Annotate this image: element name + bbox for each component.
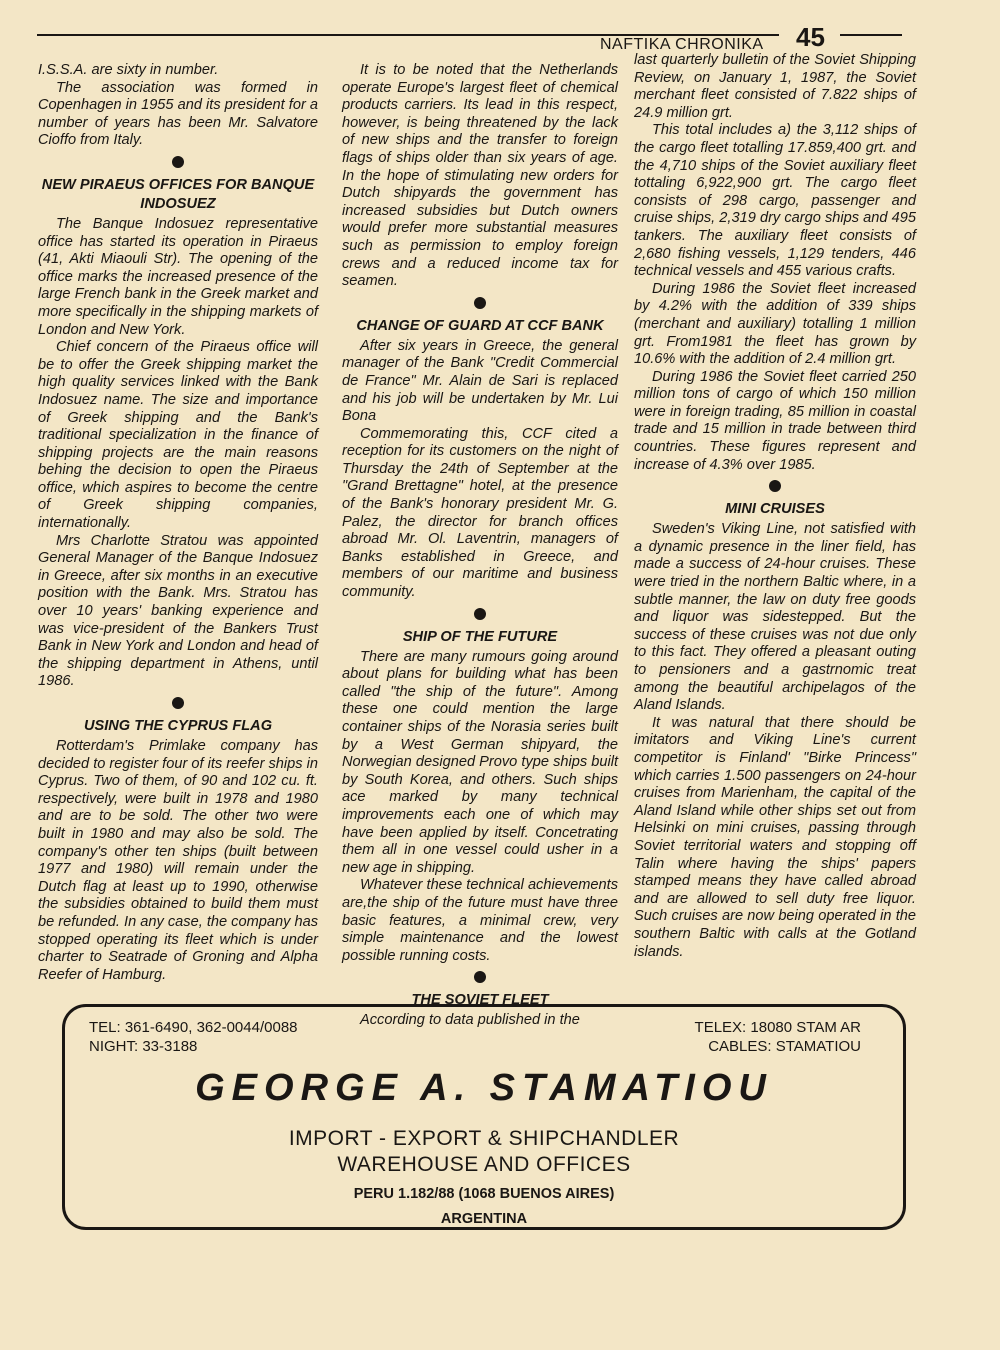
bullet-divider-icon [474, 297, 486, 309]
paragraph: Rotterdam's Primlake company has decided to register four of its reefer ships in Cyprus. Two of them, of 90 and 102 cu. ft. respectively, were built in 1978 and 1980 and are to be sold. The other two were built in 1980 and may also be sold. The company's other ten ships (built between 1977 and 1980) will remain under the Dutch flag at least up to 1990, otherwise the subsidies obtained to build them must be refunded. In any case, the company has stopped operating its fleet which is under charter to Seatrade of Groning and Alpha Reefer of Hamburg. [38, 738, 318, 983]
article-heading: SHIP OF THE FUTURE [402, 628, 558, 645]
paragraph: It was natural that there should be imitators and Viking Line's current competitor is Finland' "Birke Princess" which carries 1.500 passengers on 24-hour cruises from Marienham, the capital of the Aland Island while other ships set out from Helsinki on mini cruises, passing through Soviet territorial waters and stopping off Talin where having the ships' papers stamped means they have called abroad and are allowed to sell duty free liquor. Such cruises are now being operated in the southern Baltic with calls at the Gotland islands. [634, 714, 916, 960]
paragraph: This total includes a) the 3,112 ships of the cargo fleet totalling 17.859,400 grt. and the 4,710 ships of the Soviet auxiliary fleet tottaling 6,922,900 grt. The cargo fleet consists of 298 cargo, passenger and cruise ships, 2,319 dry cargo ships and 495 tankers. The auxiliary fleet consists of 2,680 fishing vessels, 1,129 tenders, 446 technical vessels and 455 various crafts. [634, 122, 916, 280]
article-heading: NEW PIRAEUS OFFICES FOR BANQUE INDOSUEZ [41, 176, 315, 212]
header-rule-right [840, 34, 902, 36]
paragraph: The Banque Indosuez representative office has started its operation in Piraeus (41, Akti Miaouli Str). The opening of the office marks the increased presence of the large French bank in the Greek market and more specifically in the shipping markets of London and New York. [38, 215, 318, 338]
ad-phone-block [89, 1018, 298, 1056]
publication-title: NAFTIKA CHRONIKA [600, 36, 764, 53]
bullet-divider-icon [474, 608, 486, 620]
paragraph: It is to be noted that the Netherlands operate Europe's largest fleet of chemical products carriers. Its lead in this respect, however, is being threatened by the lack of new ships and the transfer to foreign flags of ships older than six years of age. In the hope of stimulating new orders for Dutch shipyards the government has increased subsidies but Dutch owners would prefer more substantial measures such as permission to employ foreign crews and a reduced income tax for seamen. [342, 62, 618, 290]
article-heading: THE SOVIET FLEET [411, 992, 549, 1009]
article-heading: CHANGE OF GUARD AT CCF BANK [356, 317, 604, 334]
paragraph: Sweden's Viking Line, not satisfied with a dynamic presence in the liner field, has made a success of 24-hour cruises. These were tried in the northern Baltic where, in a subtle manner, the law on duty free goods and liquor was sidestepped. But the success of these cruises was not due only to this fact. They offered a pleasant outing to pensioners and a gastrnomic treat among the beautiful archipelagos of the Aland Islands. [634, 521, 916, 714]
paragraph: Chief concern of the Piraeus office will be to offer the Greek shipping market the high quality services linked with the Bank Indosuez name. The size and importance of Greek shipping and the Bank's traditional specialization in the finance of shipping projects are the main reasons behing the decision to open the Piraeus office, which aspires to become the centre of Greek shipping companies, internationally. [38, 339, 318, 532]
ad-tel: TEL: 361-6490, 362-0044/0088 [89, 1019, 298, 1036]
ad-cables: CABLES: STAMATIOU [708, 1038, 861, 1055]
ad-country: ARGENTINA [440, 1211, 528, 1227]
column-right [634, 52, 916, 961]
column-left [38, 62, 318, 984]
paragraph: During 1986 the Soviet fleet carried 250 million tons of cargo of which 150 million were in foreign trading, 85 million in coastal trade and 15 million in trade between third countries. These figures represent and increase of 4.3% over 1985. [634, 368, 916, 473]
bullet-divider-icon [769, 480, 781, 492]
ad-warehouse: WAREHOUSE AND OFFICES [337, 1153, 631, 1176]
paragraph: I.S.S.A. are sixty in number. [38, 62, 219, 78]
paragraph: The association was formed in Copenhagen in 1955 and its president for a number of years has been Mr. Salvatore Cioffo from Italy. [38, 79, 318, 149]
ad-telex: TELEX: 18080 STAM AR [694, 1019, 861, 1036]
ad-company-name: GEORGE A. STAMATIOU [195, 1067, 773, 1109]
article-heading: USING THE CYPRUS FLAG [83, 718, 273, 734]
ad-night: NIGHT: 33-3188 [89, 1038, 198, 1055]
bullet-divider-icon [172, 697, 184, 709]
ad-telex-block [695, 1018, 861, 1056]
advertisement-box [62, 1004, 906, 1230]
column-middle [342, 62, 618, 1030]
paragraph: last quarterly bulletin of the Soviet Shipping Review, on January 1, 1987, the Soviet merchant fleet consisted of 7.822 ships of 24.9 million grt. [634, 52, 916, 121]
paragraph: After six years in Greece, the general manager of the Bank "Credit Commercial de France" Mr. Alain de Sari is replaced and his job will be undertaken by Mr. Lui Bona [342, 337, 618, 425]
ad-services: IMPORT - EXPORT & SHIPCHANDLER [288, 1127, 680, 1150]
paragraph: Mrs Charlotte Stratou was appointed General Manager of the Banque Indosuez in Greece, after six months in an executive position with the Bank. Mrs. Stratou has over 10 years' banking experience and was vice-president of the Bankers Trust Bank in New York and London and head of the shipping department in Athens, until 1986. [38, 532, 318, 690]
paragraph: According to data published in the [360, 1012, 580, 1029]
paragraph: Whatever these technical achievements are,the ship of the future must have three basic features, a minimal crew, very simple maintenance and the lowest possible running costs. [342, 877, 618, 964]
article-heading: MINI CRUISES [725, 501, 825, 518]
bullet-divider-icon [474, 971, 486, 983]
ad-address: PERU 1.182/88 (1068 BUENOS AIRES) [353, 1186, 615, 1202]
paragraph: During 1986 the Soviet fleet increased by 4.2% with the addition of 339 ships (merchant and auxiliary) totalling 1 million grt. From1981 the fleet has grown by 10.6% with the addition of 2.4 million grt. [634, 280, 916, 368]
paragraph: There are many rumours going around about plans for building what has been called "the ship of the future". Among these one could mention the large container ships of the Norasia series built by a West German shipyard, the Norwegian designed Provo type ships built by South Korea, and others. Such ships ace marked by many technical improvements each one of which may have been applied by itself. Concetrating them all in one vessel could usher in a new age in shipping. [342, 648, 618, 876]
paragraph: Commemorating this, CCF cited a reception for its customers on the night of Thursday the 24th of September at the "Grand Brettagne" hotel, at the presence of the Bank's honorary president Mr. G. Palez, the director for branch offices abroad Mr. Ol. Laventrin, managers of Banks established in Greece, and members of our maritime and business community. [342, 425, 618, 601]
page-number: 45 [796, 22, 825, 52]
bullet-divider-icon [172, 156, 184, 168]
